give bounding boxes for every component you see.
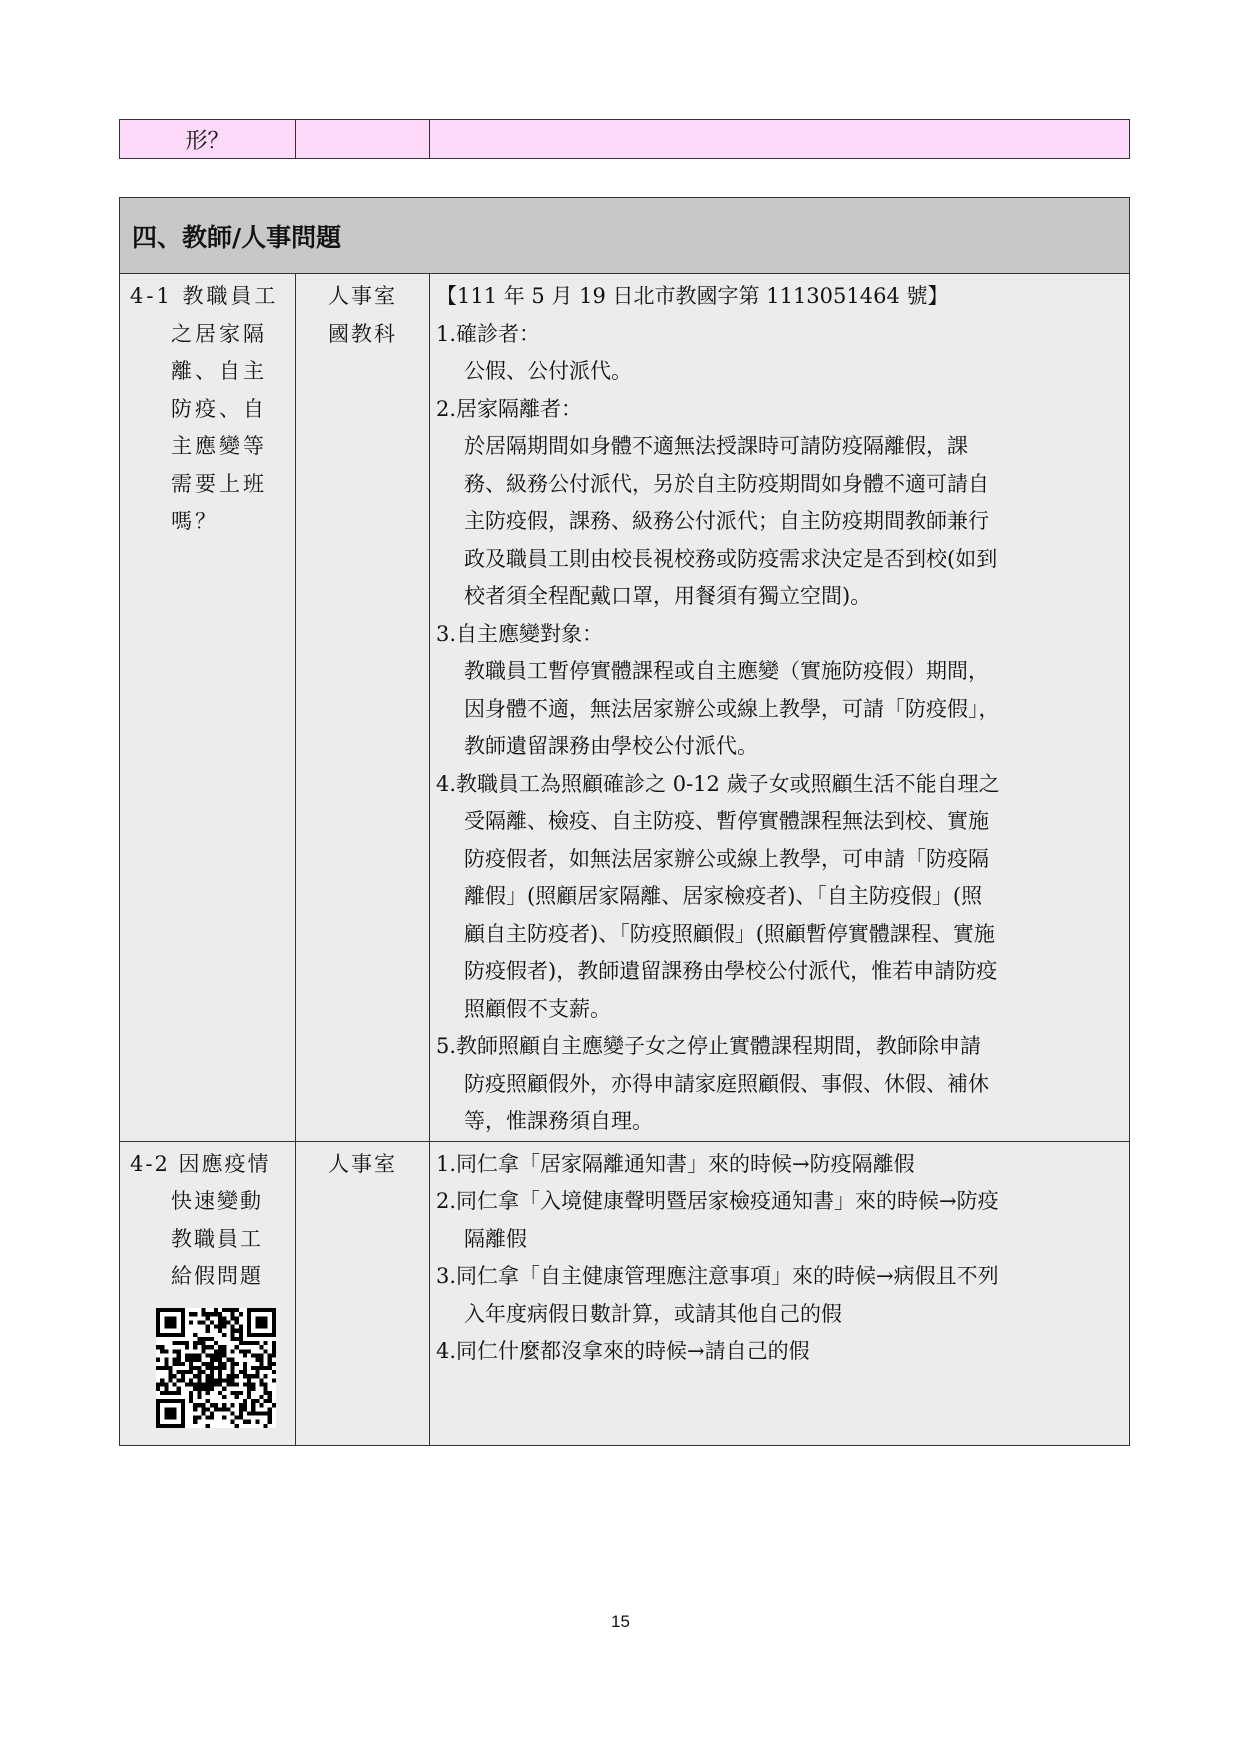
answer-line: 防疫照顧假外，亦得申請家庭照顧假、事假、休假、補休 — [464, 1071, 989, 1096]
answer-line: 務、級務公付派代，另於自主防疫期間如身體不適可請自 — [464, 471, 989, 496]
answer-cell-4-2 — [430, 1141, 1130, 1445]
answer-line: 顧自主防疫者)、「防疫照顧假」(照顧暫停實體課程、實施 — [464, 921, 995, 946]
question-line: 教職員工 — [171, 1226, 263, 1251]
unit-line: 人事室 — [328, 284, 397, 308]
unit-cell-4-2 — [296, 1141, 430, 1445]
answer-item: 1.確診者： — [436, 321, 541, 346]
top-cell-3 — [430, 120, 1130, 159]
answer-item: 2.居家隔離者： — [436, 396, 583, 421]
answer-line: 教師遺留課務由學校公付派代。 — [464, 734, 758, 758]
qr-code-icon[interactable] — [142, 1308, 290, 1428]
top-table — [119, 119, 1130, 159]
question-cell-4-2 — [120, 1141, 296, 1445]
question-line: 快速變動 — [171, 1189, 263, 1213]
answer-item: 4.教職員工為照顧確診之 0-12 歲子女或照顧生活不能自理之 — [436, 771, 1000, 796]
question-cell-4-1 — [120, 274, 296, 1142]
section-header-row — [120, 198, 1130, 274]
answer-line: 公假、公付派代。 — [464, 359, 632, 383]
question-line: 之居家隔 — [171, 321, 267, 346]
answer-line: 校者須全程配戴口罩，用餐須有獨立空間)。 — [464, 584, 872, 608]
answer-item: 3.同仁拿「自主健康管理應注意事項」來的時候→病假且不列 — [436, 1264, 999, 1288]
table-row — [120, 274, 1130, 1142]
answer-line: 離假」(照顧居家隔離、居家檢疫者)、「自主防疫假」(照 — [464, 884, 983, 908]
top-cell-2 — [296, 120, 430, 159]
answer-line: 於居隔期間如身體不適無法授課時可請防疫隔離假，課 — [464, 434, 968, 458]
table-row — [120, 120, 1130, 159]
answer-line: 防疫假者)，教師遺留課務由學校公付派代，惟若申請防疫 — [464, 959, 998, 983]
answer-line: 主防疫假，課務、級務公付派代；自主防疫期間教師兼行 — [464, 509, 989, 533]
page-number: 15 — [611, 1612, 630, 1631]
answer-cell-4-1 — [430, 274, 1130, 1142]
table-row — [120, 1141, 1130, 1445]
question-line: 主應變等 — [171, 434, 267, 458]
question-line: 需要上班 — [171, 471, 267, 496]
unit-line: 人事室 — [328, 1151, 397, 1176]
answer-line: 等，惟課務須自理。 — [464, 1109, 653, 1133]
section-title: 四、教師/人事問題 — [120, 198, 1130, 274]
answer-item: 5.教師照顧自主應變子女之停止實體課程期間，教師除申請 — [436, 1034, 982, 1058]
answer-line: 教職員工暫停實體課程或自主應變（實施防疫假）期間， — [464, 659, 989, 683]
answer-line: 隔離假 — [464, 1226, 527, 1251]
question-line: 給假問題 — [171, 1264, 263, 1288]
answer-item: 4.同仁什麼都沒拿來的時候→請自己的假 — [436, 1339, 810, 1363]
answer-line: 防疫假者，如無法居家辦公或線上教學，可申請「防疫隔 — [464, 846, 989, 871]
question-line: 4-2 因應疫情 — [130, 1151, 271, 1176]
answer-item: 1.同仁拿「居家隔離通知書」來的時候→防疫隔離假 — [436, 1151, 915, 1176]
main-table — [119, 197, 1130, 1446]
top-cell-1: 形？ — [120, 120, 296, 159]
answer-line: 照顧假不支薪。 — [464, 996, 611, 1021]
answer-item: 3.自主應變對象： — [436, 621, 604, 646]
answer-heading: 【111 年 5 月 19 日北市教國字第 1113051464 號】 — [436, 284, 949, 308]
answer-item: 2.同仁拿「入境健康聲明暨居家檢疫通知書」來的時候→防疫 — [436, 1189, 999, 1213]
question-line: 防疫、自 — [171, 396, 267, 421]
unit-cell-4-1 — [296, 274, 430, 1142]
answer-line: 受隔離、檢疫、自主防疫、暫停實體課程無法到校、實施 — [464, 809, 989, 833]
question-line: 嗎？ — [171, 509, 219, 533]
question-line: 離、自主 — [171, 359, 267, 383]
answer-line: 入年度病假日數計算，或請其他自己的假 — [464, 1301, 842, 1326]
answer-line: 因身體不適，無法居家辦公或線上教學，可請「防疫假」， — [464, 696, 1000, 721]
unit-line: 國教科 — [328, 321, 397, 346]
answer-line: 政及職員工則由校長視校務或防疫需求決定是否到校(如到 — [464, 546, 998, 571]
question-line: 4-1 教職員工 — [130, 284, 279, 308]
